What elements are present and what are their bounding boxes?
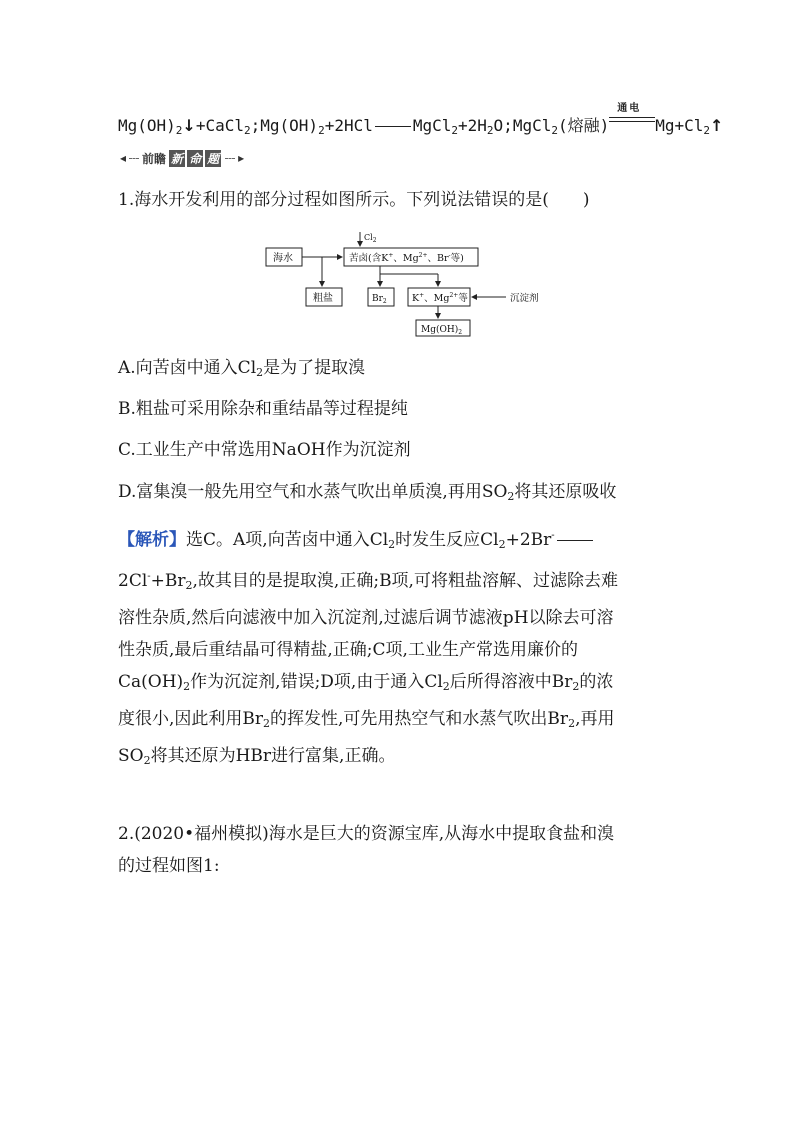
analysis-label: 【解析】 (118, 530, 186, 550)
banner-tag: 题 (207, 151, 220, 166)
formula-2hcl: +2HCl (324, 116, 373, 135)
subscript: 2 (183, 680, 191, 693)
subscript: 2 (486, 124, 494, 137)
subscript: 2 (442, 680, 450, 693)
option-a (118, 356, 365, 385)
k-mg-text: 、Mg (424, 293, 450, 304)
br2-label (372, 294, 387, 305)
formula-mgoh2-b: ;Mg(OH) (250, 116, 319, 135)
mgoh2-text: Mg(OH) (421, 325, 459, 335)
subscript: 2 (175, 124, 183, 137)
banner-left-chevron-icon: ◂ (120, 151, 127, 165)
banner-tag: 新 (171, 151, 184, 166)
condition-bar (609, 117, 655, 118)
analysis-text: 作为沉淀剂,错误;D项,由于通入Cl (190, 672, 443, 692)
subscript: 2 (244, 124, 251, 137)
k-mg-text: 等 (458, 293, 468, 304)
molten-label: (熔融) (557, 116, 610, 135)
br2-text: Br (372, 294, 383, 304)
bittern-text: 苦卤(含K (349, 253, 389, 264)
analysis-text: ,故其目的是提取溴,正确;B项,可将粗盐溶解、过滤除去难 (192, 571, 618, 591)
analysis-text: 的浓 (579, 672, 614, 692)
banner-tag: 命 (189, 151, 202, 166)
electrolysis-condition (609, 103, 655, 131)
analysis-line-3: 溶性杂质,然后向滤液中加入沉淀剂,过滤后调节滤液pH以除去可溶 (118, 608, 614, 628)
question-2-line-1: 2.(2020•福州模拟)海水是巨大的资源宝库,从海水中提取食盐和溴 (118, 824, 615, 844)
subscript: 2 (572, 680, 580, 693)
question-2 (118, 818, 678, 882)
section-banner (120, 149, 244, 167)
cl2-text: Cl (364, 233, 373, 242)
banner-dash (225, 158, 235, 159)
bittern-label (349, 252, 464, 264)
subscript: 2 (451, 124, 459, 137)
subscript: 2 (143, 754, 151, 767)
condition-label: 通电 (617, 103, 642, 114)
reaction-equals-sign (557, 540, 593, 541)
option-d-text: 将其还原吸收 (514, 482, 617, 502)
precipitant-label: 沉淀剂 (510, 293, 539, 304)
question-1-stem: 1.海水开发利用的部分过程如图所示。下列说法错误的是( ) (118, 190, 590, 210)
analysis-text: 将其还原为HBr进行富集,正确。 (150, 746, 396, 766)
analysis-text: SO (118, 746, 144, 766)
subscript: 2 (703, 124, 711, 137)
mgoh2-label (421, 324, 462, 336)
bittern-text: 、Mg (393, 253, 419, 264)
option-d (118, 480, 616, 509)
analysis-text: 后所得溶液中Br (449, 672, 573, 692)
analysis-text: 选C。A项,向苦卤中通入Cl (186, 530, 389, 550)
formula-2h2o: +2H (458, 116, 487, 135)
analysis-block (118, 520, 678, 777)
equation-line (118, 103, 724, 143)
subscript: 2 (185, 579, 193, 592)
analysis-line-7 (118, 740, 678, 777)
superscript: - (448, 252, 451, 259)
banner-dash (129, 158, 139, 159)
analysis-text: 时发生反应Cl (395, 530, 499, 550)
formula-mgoh2: Mg(OH) (118, 116, 176, 135)
banner-label: 前瞻 (142, 151, 167, 166)
analysis-text: +Br (150, 571, 186, 591)
k-mg-label (412, 292, 468, 304)
cl2-label (364, 233, 377, 244)
formula-mgcl2: MgCl (412, 116, 452, 135)
superscript: + (419, 292, 425, 299)
crude-salt-label: 粗盐 (313, 293, 333, 304)
subscript: 2 (458, 329, 463, 336)
superscript: + (388, 252, 394, 259)
analysis-text: ,再用 (575, 709, 615, 729)
subscript: 2 (507, 490, 515, 503)
subscript: 2 (256, 366, 264, 379)
subscript: 2 (263, 717, 271, 730)
k-mg-text: K (412, 293, 420, 304)
subscript: 2 (568, 717, 576, 730)
subscript: 2 (372, 237, 377, 244)
analysis-line-4: 性杂质,最后重结晶可得精盐,正确;C项,工业生产常选用廉价的 (118, 640, 578, 660)
superscript: - (147, 571, 151, 582)
option-a-text: 是为了提取溴 (263, 358, 366, 378)
option-a-text: A.向苦卤中通入Cl (118, 358, 257, 378)
superscript: - (551, 530, 555, 541)
formula-mg-cl2: Mg+Cl (655, 116, 704, 135)
analysis-line-2 (118, 561, 678, 602)
question-2-line-2: 的过程如图1: (118, 856, 220, 876)
analysis-line-5 (118, 666, 678, 703)
analysis-text: 的挥发性,可先用热空气和水蒸气吹出Br (270, 709, 569, 729)
option-b: B.粗盐可采用除杂和重结晶等过程提纯 (118, 399, 408, 419)
superscript: 2+ (418, 252, 428, 259)
reaction-equals-sign (375, 126, 411, 127)
analysis-text: 2Cl (118, 571, 148, 591)
formula-cacl2: +CaCl (195, 116, 244, 135)
seawater-label: 海水 (273, 253, 293, 264)
condition-bar (609, 121, 655, 122)
analysis-line-1 (118, 520, 678, 561)
analysis-line-6 (118, 703, 678, 740)
subscript: 2 (551, 124, 558, 137)
banner-right-chevron-icon: ▸ (238, 151, 245, 165)
subscript: 2 (382, 298, 387, 305)
option-d-text: D.富集溴一般先用空气和水蒸气吹出单质溴,再用SO (118, 482, 508, 502)
superscript: 2+ (449, 292, 459, 299)
analysis-text: 度很小,因此利用Br (118, 709, 264, 729)
analysis-text: Ca(OH) (118, 672, 184, 692)
subscript: 2 (388, 538, 396, 551)
gas-arrow-icon: ↑ (710, 116, 724, 135)
analysis-text: +2Br (505, 530, 552, 550)
process-flow-diagram (0, 228, 794, 338)
bittern-text: 、Br (427, 253, 449, 264)
formula-mgcl2-b: O;MgCl (493, 116, 552, 135)
precipitate-arrow-icon: ↓ (182, 116, 196, 135)
bittern-text: 等) (450, 253, 464, 264)
subscript: 2 (318, 124, 325, 137)
option-c: C.工业生产中常选用NaOH作为沉淀剂 (118, 440, 411, 460)
subscript: 2 (498, 538, 506, 551)
